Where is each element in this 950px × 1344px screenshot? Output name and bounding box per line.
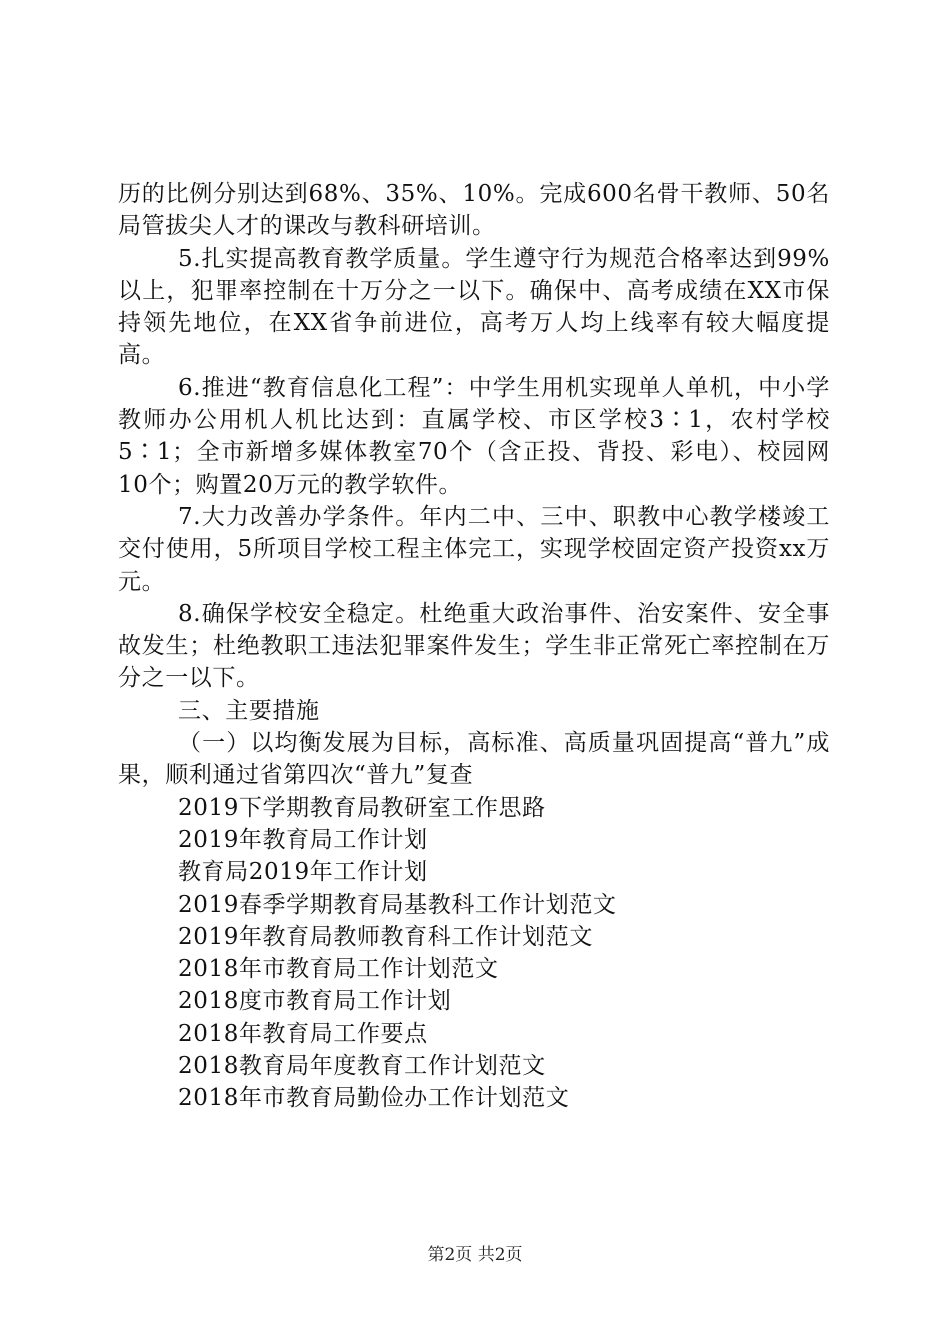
- related-link[interactable]: 2018教育局年度教育工作计划范文: [178, 1053, 546, 1080]
- paragraph-continuation: 历的比例分别达到68%、35%、10%。完成600名骨干教师、50名局管拔尖人才的课改与教科研培训。: [118, 181, 830, 240]
- subsection-heading: （一）以均衡发展为目标，高标准、高质量巩固提高“普九”成果，顺利通过省第四次“普九”复查: [118, 730, 830, 789]
- related-link[interactable]: 2019春季学期教育局基教科工作计划范文: [178, 891, 617, 918]
- page-number-footer: 第2页 共2页: [427, 1245, 523, 1265]
- related-link[interactable]: 2019年教育局工作计划: [178, 826, 428, 853]
- related-link[interactable]: 2019下学期教育局教研室工作思路: [178, 794, 546, 821]
- section-heading: 三、主要措施: [178, 697, 320, 724]
- paragraph-item-6: 6.推进“教育信息化工程”：中学生用机实现单人单机，中小学教师办公用机人机比达到：直属学校、市区学校3∶1，农村学校5∶1；全市新增多媒体教室70个（含正投、背投、彩电）、校园网10个；购置20万元的教学软件。: [118, 374, 830, 498]
- related-link[interactable]: 2018年教育局工作要点: [178, 1020, 428, 1047]
- document-body: [118, 178, 830, 1115]
- related-link[interactable]: 2018年市教育局工作计划范文: [178, 956, 499, 983]
- paragraph-item-8: 8.确保学校安全稳定。杜绝重大政治事件、治安案件、安全事故发生；杜绝教职工违法犯罪案件发生；学生非正常死亡率控制在万分之一以下。: [118, 600, 830, 692]
- related-link[interactable]: 2018度市教育局工作计划: [178, 988, 452, 1015]
- related-link[interactable]: 2019年教育局教师教育科工作计划范文: [178, 923, 593, 950]
- related-link[interactable]: 教育局2019年工作计划: [178, 859, 428, 886]
- related-link[interactable]: 2018年市教育局勤俭办工作计划范文: [178, 1085, 570, 1112]
- paragraph-item-5: 5.扎实提高教育教学质量。学生遵守行为规范合格率达到99%以上，犯罪率控制在十万分之一以下。确保中、高考成绩在XX市保持领先地位，在XX省争前进位，高考万人均上线率有较大幅度提高。: [118, 245, 830, 369]
- related-links-list: [118, 792, 830, 1115]
- paragraph-item-7: 7.大力改善办学条件。年内二中、三中、职教中心教学楼竣工交付使用，5所项目学校工程主体完工，实现学校固定资产投资xx万元。: [118, 503, 830, 595]
